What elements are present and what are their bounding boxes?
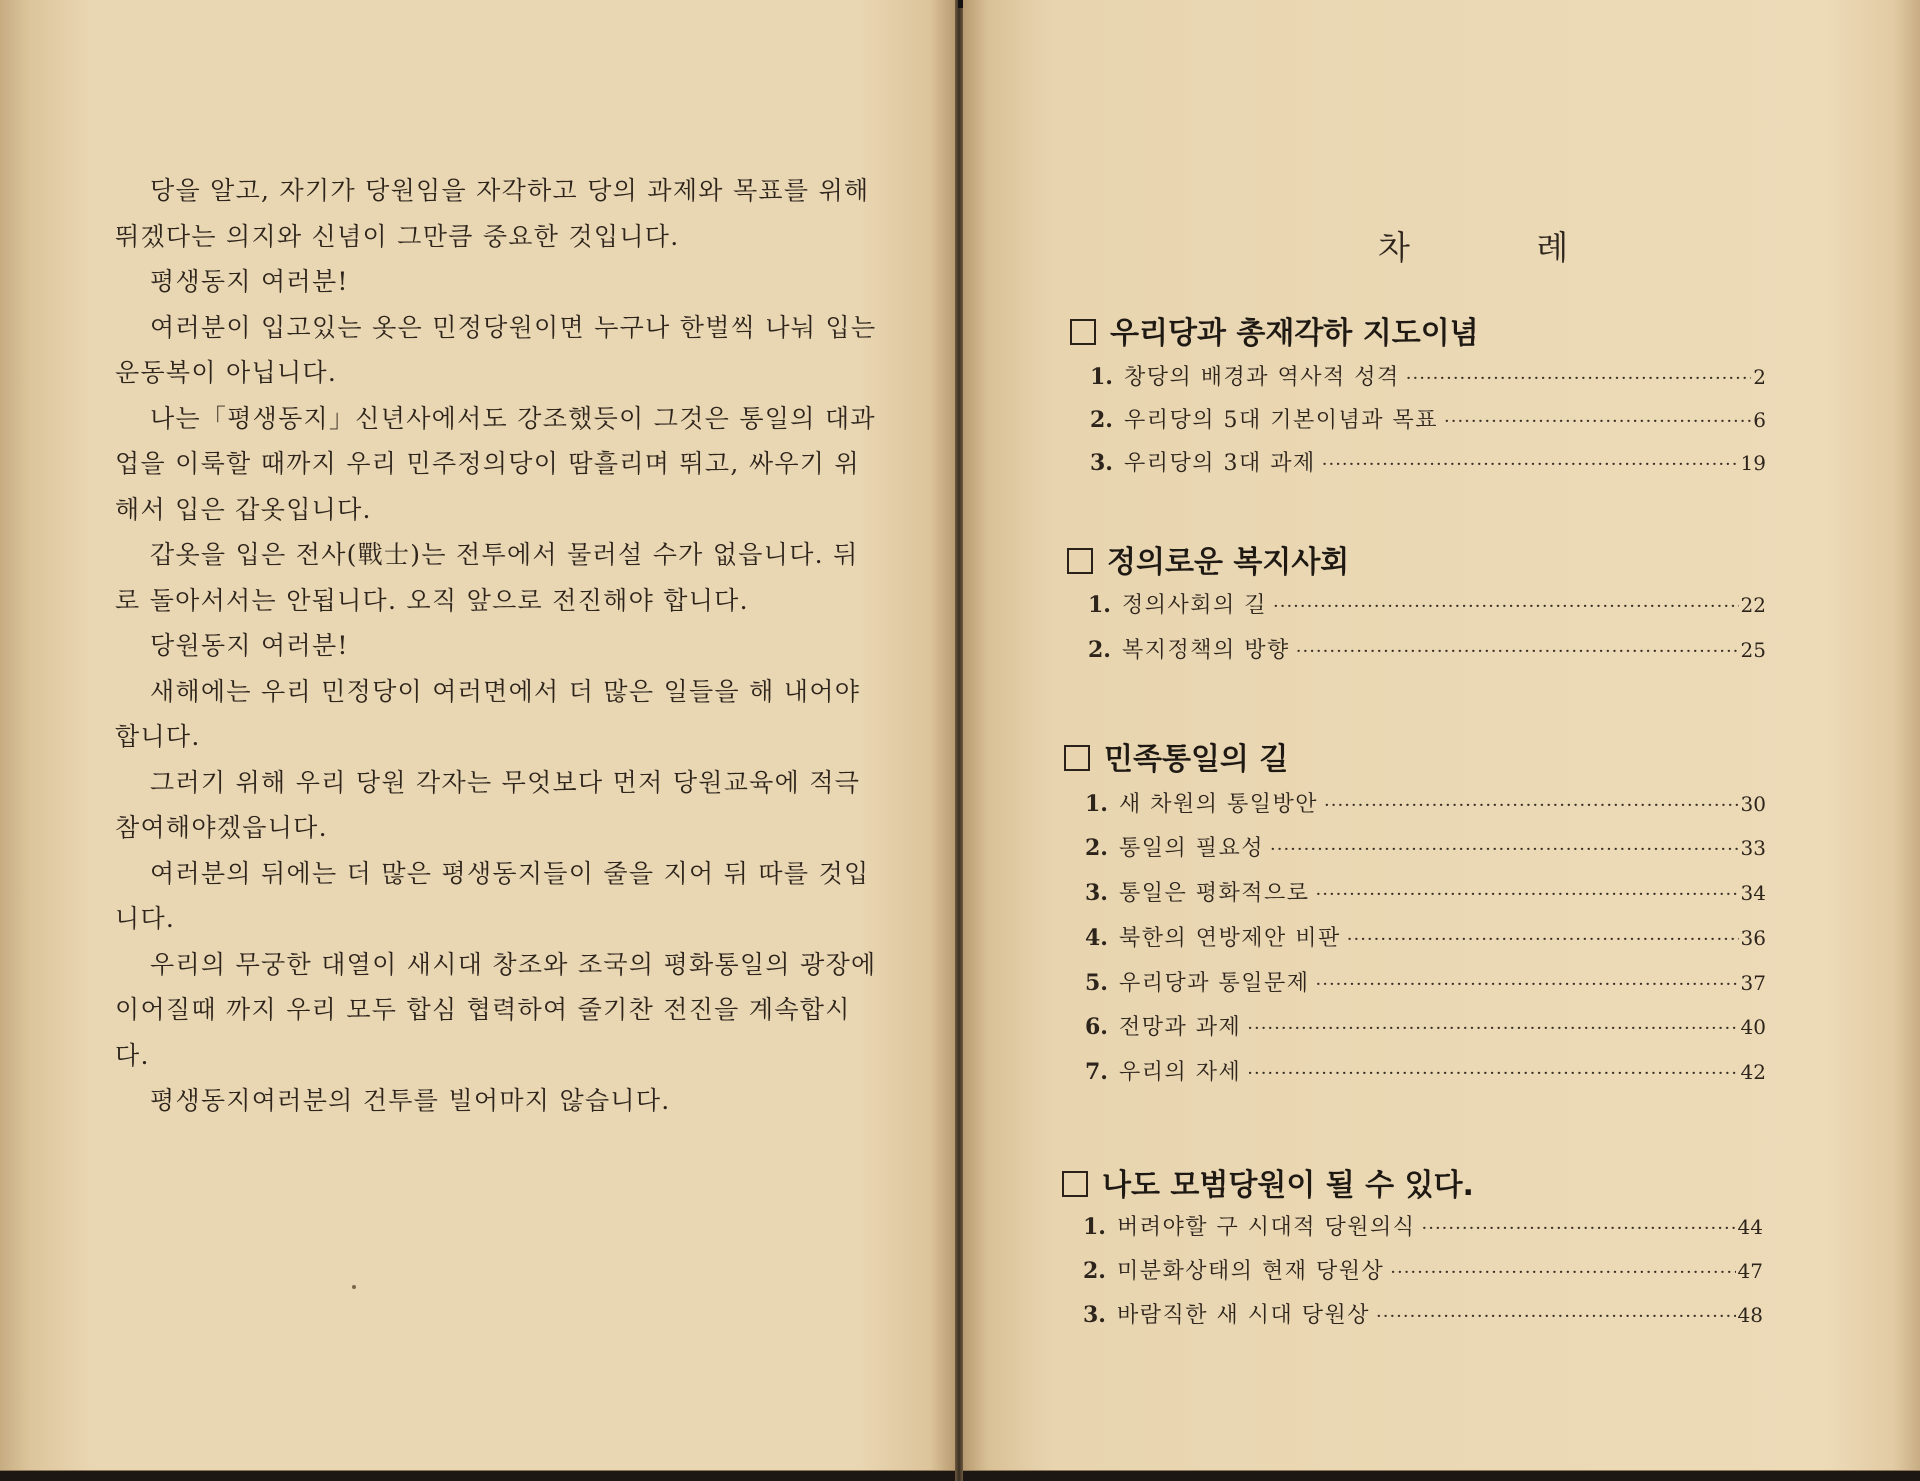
text-line: 우리의 무궁한 대열이 새시대 창조와 조국의 평화통일의 광장에	[150, 949, 877, 979]
text-line: 새해에는 우리 민정당이 여러면에서 더 많은 일들을 해 내어야	[150, 676, 861, 706]
item-label: 바람직한 새 시대 당원상	[1117, 1303, 1371, 1328]
toc-item[interactable]	[1085, 1010, 1766, 1041]
item-number: 1.	[1085, 791, 1108, 817]
item-label: 우리당의 3대 과제	[1124, 451, 1316, 476]
item-page-number: 37	[1740, 971, 1766, 995]
paper-speck	[352, 1285, 356, 1289]
text-line: 평생동지여러분의 건투를 빌어마지 않습니다.	[150, 1086, 671, 1115]
text-line: 로 돌아서서는 안됩니다. 오직 앞으로 전진해야 합니다.	[115, 585, 749, 615]
text-line: 그러기 위해 우리 당원 각자는 무엇보다 먼저 당원교육에 적극	[150, 767, 861, 797]
toc-item[interactable]	[1090, 360, 1766, 391]
section-label: 우리당과 총재각하 지도이념	[1110, 316, 1479, 351]
item-label: 버려야할 구 시대적 당원의식	[1117, 1215, 1416, 1240]
left-page	[0, 0, 955, 1471]
toc-item[interactable]	[1083, 1298, 1763, 1329]
toc-section-title	[1064, 734, 1288, 778]
item-label: 우리의 자세	[1119, 1060, 1242, 1085]
toc-item[interactable]	[1088, 633, 1766, 664]
text-line: 참여해야겠읍니다.	[115, 813, 328, 842]
item-page-number: 34	[1740, 881, 1766, 905]
text-line: 해서 입은 갑옷입니다.	[115, 494, 372, 524]
item-number: 3.	[1085, 880, 1108, 906]
leader-dots	[1296, 641, 1739, 662]
text-line: 운동복이 아닙니다.	[115, 358, 338, 387]
text-line: 다.	[115, 1040, 150, 1070]
item-number: 5.	[1085, 970, 1108, 996]
text-line: 업을 이룩할 때까지 우리 민주정의당이 땀흘리며 뛰고, 싸우기 위	[115, 449, 860, 478]
item-page-number: 48	[1737, 1303, 1763, 1327]
checkbox-square-icon	[1070, 319, 1096, 345]
item-number: 1.	[1088, 592, 1111, 618]
body-text	[115, 168, 885, 1124]
item-page-number: 25	[1740, 638, 1766, 662]
item-page-number: 19	[1740, 451, 1766, 475]
item-label: 복지정책의 방향	[1122, 638, 1290, 663]
leader-dots	[1422, 1218, 1736, 1239]
text-line: 갑옷을 입은 전사(戰士)는 전투에서 물러설 수가 없읍니다. 뒤	[150, 540, 859, 569]
item-label: 새 차원의 통일방안	[1119, 792, 1319, 817]
item-label: 통일은 평화적으로	[1119, 881, 1310, 906]
leader-dots	[1270, 839, 1739, 860]
leader-dots	[1444, 411, 1751, 432]
item-page-number: 42	[1740, 1060, 1766, 1084]
text-line: 합니다.	[115, 722, 201, 751]
book-gutter	[955, 0, 963, 1481]
leader-dots	[1316, 884, 1739, 905]
leader-dots	[1247, 1018, 1738, 1039]
text-line: 평생동지 여러분!	[150, 267, 349, 296]
text-line: 뛰겠다는 의지와 신념이 그만큼 중요한 것입니다.	[115, 221, 680, 251]
section-label: 민족통일의 길	[1104, 742, 1289, 777]
item-number: 6.	[1085, 1014, 1108, 1040]
item-page-number: 30	[1740, 792, 1766, 816]
toc-item[interactable]	[1085, 876, 1766, 907]
item-label: 우리당의 5대 기본이념과 목표	[1124, 408, 1439, 433]
toc-item[interactable]	[1083, 1210, 1763, 1241]
item-number: 2.	[1083, 1258, 1106, 1284]
section-label: 정의로운 복지사회	[1107, 545, 1350, 580]
item-label: 북한의 연방제안 비판	[1119, 926, 1341, 951]
toc-section-title	[1062, 1160, 1474, 1204]
item-label: 정의사회의 길	[1122, 593, 1268, 618]
item-number: 1.	[1083, 1214, 1106, 1240]
toc-item[interactable]	[1085, 966, 1766, 997]
checkbox-square-icon	[1062, 1171, 1088, 1197]
item-number: 4.	[1085, 925, 1108, 951]
text-line: 당원동지 여러분!	[150, 631, 349, 660]
leader-dots	[1273, 596, 1739, 617]
toc-section-title	[1070, 308, 1479, 352]
item-number: 2.	[1090, 407, 1113, 433]
text-line: 당을 알고, 자기가 당원임을 자각하고 당의 과제와 목표를 위해	[150, 176, 870, 205]
text-line: 여러분의 뒤에는 더 많은 평생동지들이 줄을 지어 뒤 따를 것입	[150, 858, 870, 888]
item-label: 통일의 필요성	[1119, 836, 1265, 861]
item-number: 2.	[1088, 637, 1111, 663]
item-page-number: 44	[1737, 1215, 1763, 1239]
text-line: 이어질때 까지 우리 모두 합심 협력하여 줄기찬 전진을 계속합시	[115, 995, 851, 1024]
leader-dots	[1347, 929, 1739, 950]
item-page-number: 2	[1753, 365, 1766, 389]
item-page-number: 6	[1753, 408, 1766, 432]
section-label: 나도 모범당원이 될 수 있다.	[1102, 1168, 1474, 1203]
item-page-number: 40	[1740, 1015, 1766, 1039]
toc-section-title	[1067, 537, 1349, 581]
leader-dots	[1247, 1063, 1738, 1084]
right-page	[963, 0, 1920, 1471]
checkbox-square-icon	[1067, 548, 1093, 574]
text-line: 나는「평생동지」신년사에서도 강조했듯이 그것은 통일의 대과	[150, 403, 876, 433]
item-page-number: 22	[1740, 593, 1766, 617]
checkbox-square-icon	[1064, 745, 1090, 771]
item-number: 3.	[1083, 1302, 1106, 1328]
toc-title: 차 례	[1378, 228, 1627, 267]
toc-item[interactable]	[1085, 1055, 1766, 1086]
item-number: 2.	[1085, 835, 1108, 861]
text-line: 여러분이 입고있는 옷은 민정당원이면 누구나 한벌씩 나눠 입는	[150, 312, 877, 342]
item-number: 3.	[1090, 450, 1113, 476]
item-label: 창당의 배경과 역사적 성격	[1124, 365, 1400, 390]
leader-dots	[1322, 454, 1739, 475]
leader-dots	[1376, 1306, 1736, 1327]
item-number: 7.	[1085, 1059, 1108, 1085]
toc-item[interactable]	[1085, 921, 1766, 952]
toc-item[interactable]	[1090, 446, 1766, 477]
item-page-number: 36	[1740, 926, 1766, 950]
item-page-number: 33	[1740, 836, 1766, 860]
leader-dots	[1406, 368, 1752, 389]
item-label: 우리당과 통일문제	[1119, 971, 1310, 996]
leader-dots	[1390, 1262, 1735, 1283]
toc-item[interactable]	[1083, 1254, 1763, 1285]
text-line: 니다.	[115, 904, 176, 933]
leader-dots	[1324, 795, 1739, 816]
toc-item[interactable]	[1085, 787, 1766, 818]
item-label: 미분화상태의 현재 당원상	[1117, 1259, 1385, 1284]
toc-item[interactable]	[1085, 831, 1766, 862]
toc-item[interactable]	[1088, 588, 1766, 619]
item-label: 전망과 과제	[1119, 1015, 1242, 1040]
item-number: 1.	[1090, 364, 1113, 390]
item-page-number: 47	[1737, 1259, 1763, 1283]
toc-item[interactable]	[1090, 403, 1766, 434]
leader-dots	[1316, 974, 1739, 995]
